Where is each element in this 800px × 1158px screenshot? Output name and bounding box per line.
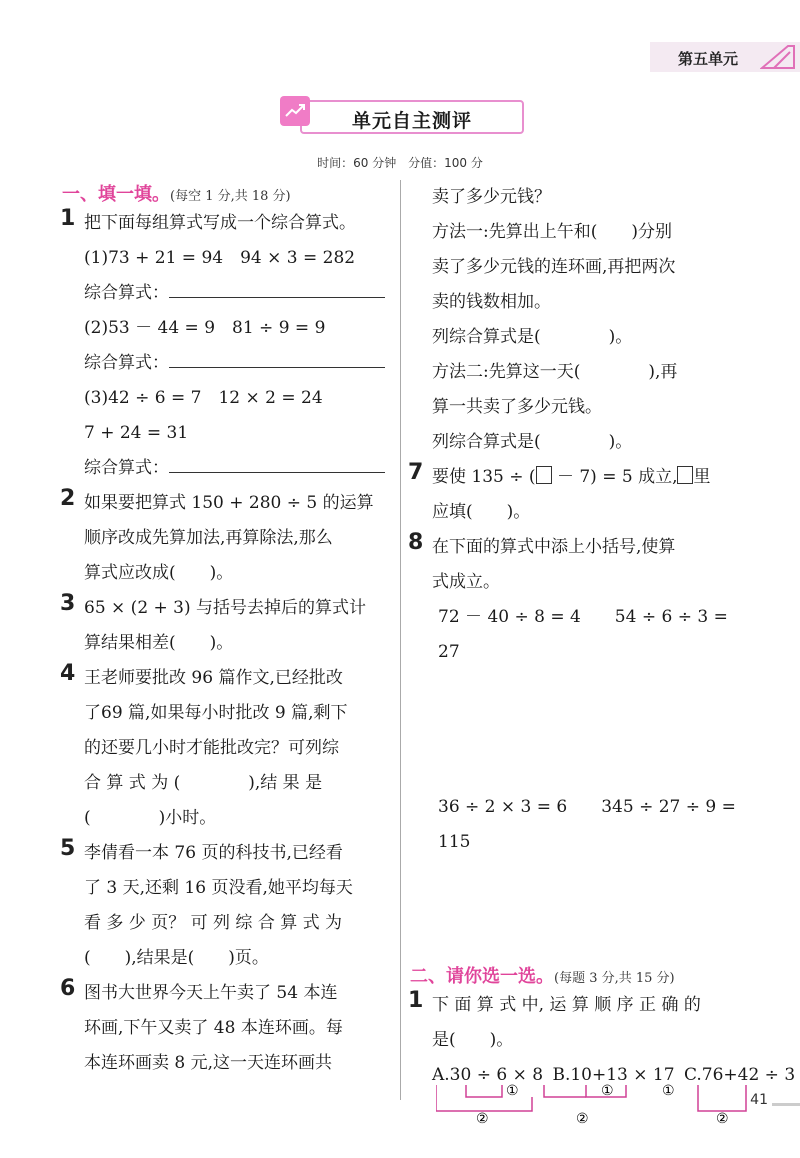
step-marker: ① xyxy=(601,1083,614,1099)
question-number: 2 xyxy=(60,486,76,511)
work-space[interactable] xyxy=(410,860,750,962)
unit-tab xyxy=(650,42,800,72)
question-number: 6 xyxy=(60,976,76,1001)
answer-line[interactable] xyxy=(169,277,385,298)
sub-question: 7 + 24 = 31 xyxy=(84,423,189,443)
sub-question: (3)42 ÷ 6 = 7 12 × 2 = 24 xyxy=(84,388,323,408)
question-4: 4 王老师要批改 96 篇作文,已经批改 了69 篇,如果每小时批改 9 篇,剩下 的还要几小时才能批改完？可列综 合 算 式 为 ( ),结 果 是 ( )小时。 xyxy=(60,661,348,828)
exam-meta xyxy=(0,154,800,171)
page-number: 41 xyxy=(750,1092,768,1108)
question-number: 5 xyxy=(60,836,76,861)
question-number: 8 xyxy=(408,530,424,555)
question-number: 1 xyxy=(60,206,76,231)
step-marker: ① xyxy=(662,1083,675,1099)
answer-line[interactable] xyxy=(169,452,385,473)
answer-line[interactable] xyxy=(169,347,385,368)
question-5: 5 李倩看一本 76 页的科技书,已经看 了 3 天,还剩 16 页没看,她平均每天 看 多 少 页？ 可 列 综 合 算 式 为 ( ),结果是( )页。 xyxy=(60,836,353,968)
question-number: 1 xyxy=(408,988,424,1013)
ruler-icon xyxy=(760,44,796,70)
page-line xyxy=(772,1103,800,1106)
question-6-continued: 卖了多少元钱？ 方法一:先算出上午和( )分别 卖了多少元钱的连环画,再把两次 卖的钱数相加。 列综合算式是( )。 方法二:先算这一天( ),再 算一共卖了多少元钱。 列综合算式是( )。 xyxy=(432,187,678,452)
question-6: 6 图书大世界今天上午卖了 54 本连 环画,下午又卖了 48 本连环画。每 本连环画卖 8 元,这一天连环画共 xyxy=(60,976,343,1073)
option-b[interactable]: B.10+13 × 17 xyxy=(552,1065,675,1085)
page-title: 单元自主测评 xyxy=(351,110,472,132)
question-number: 3 xyxy=(60,591,76,616)
sub-question: (1)73 + 21 = 94 94 × 3 = 282 xyxy=(84,248,356,268)
question-2: 2 如果要把算式 150 + 280 ÷ 5 的运算 顺序改成先算加法,再算除法,那么 算式应改成( )。 xyxy=(60,486,374,583)
question-1 xyxy=(62,206,394,486)
sub-question: (2)53 － 44 = 9 81 ÷ 9 = 9 xyxy=(84,318,326,338)
title-banner xyxy=(280,96,520,134)
question-8: 8 在下面的算式中添上小括号,使算 式成立。 xyxy=(408,530,676,592)
answer-label: 综合算式： xyxy=(84,283,169,303)
equation-row: 72 － 40 ÷ 8 = 4 54 ÷ 6 ÷ 3 = 27 xyxy=(438,607,728,662)
step-marker: ② xyxy=(576,1111,589,1127)
question-number: 7 xyxy=(408,460,424,485)
unit-label: 第五单元 xyxy=(678,50,739,68)
option-a[interactable]: A.30 ÷ 6 × 8 xyxy=(432,1065,544,1085)
step-marker: ② xyxy=(716,1111,729,1127)
question-number: 4 xyxy=(60,661,76,686)
section-2-heading: 二、请你选一选。(每题 3 分,共 15 分) xyxy=(410,966,675,987)
column-divider xyxy=(400,180,401,1100)
total-score: 分值：100 分 xyxy=(408,156,483,170)
equation-row: 36 ÷ 2 × 3 = 6 345 ÷ 27 ÷ 9 = 115 xyxy=(438,797,736,852)
section-2-question-1: 1 下 面 算 式 中, 运 算 顺 序 正 确 的 是( )。 A.30 ÷ 6 × 8 B.10+13 × 17 C.76+42 ÷ 3 xyxy=(408,988,796,1085)
answer-label: 综合算式： xyxy=(84,458,169,478)
step-marker: ② xyxy=(476,1111,489,1127)
section-1-heading: 一、填一填。(每空 1 分,共 18 分) xyxy=(62,184,291,205)
question-text: 把下面每组算式写成一个综合算式。 xyxy=(84,213,356,233)
answer-box[interactable] xyxy=(677,466,693,484)
time-limit: 时间：60 分钟 xyxy=(317,156,397,170)
left-column xyxy=(62,180,394,1081)
question-3: 3 65 × (2 + 3) 与括号去掉后的算式计 算结果相差( )。 xyxy=(60,591,367,653)
answer-label: 综合算式： xyxy=(84,353,169,373)
work-space[interactable] xyxy=(410,670,750,790)
trend-icon xyxy=(280,96,310,126)
step-marker: ① xyxy=(506,1083,519,1099)
question-7: 7 要使 135 ÷ ( － 7) = 5 成立, 里 应填( )。 xyxy=(408,460,711,522)
answer-box[interactable] xyxy=(536,466,552,484)
option-c[interactable]: C.76+42 ÷ 3 xyxy=(683,1065,796,1085)
